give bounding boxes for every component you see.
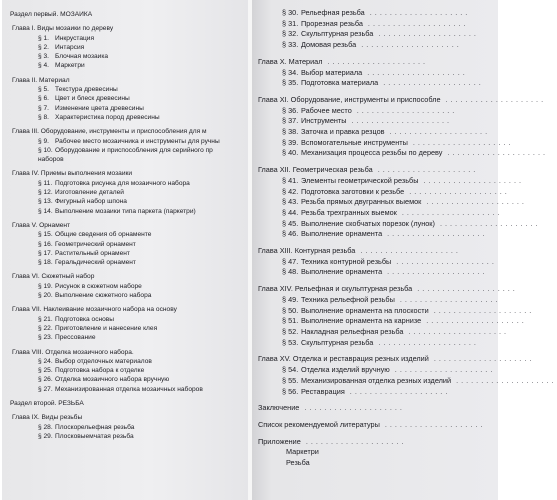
leader-dots: .................... bbox=[382, 267, 488, 277]
leader-dots: .................... bbox=[421, 197, 527, 207]
toc-entry bbox=[10, 324, 248, 333]
entry-title: Выполнение орнамента на карнизе bbox=[301, 316, 422, 326]
entry-title: Подготовка материала bbox=[301, 78, 379, 88]
entry-title: Глава VI. Сюжетный набор bbox=[12, 273, 95, 281]
toc-section-heading bbox=[258, 403, 498, 414]
paragraph-number: § 33. bbox=[282, 40, 299, 50]
paragraph-number: § 40. bbox=[282, 148, 299, 158]
paragraph-number: § 37. bbox=[282, 116, 299, 126]
toc-entry bbox=[10, 188, 248, 197]
toc-entry bbox=[10, 146, 248, 155]
toc-entry bbox=[258, 148, 548, 159]
paragraph-number: § 9. bbox=[38, 137, 49, 145]
entry-title: Глава VII. Наклеивание мозаичного набора на основу bbox=[12, 306, 177, 314]
paragraph-number: § 56. bbox=[282, 386, 299, 396]
toc-entry bbox=[258, 218, 541, 230]
entry-title: Глава VIII. Отделка мозаичного набора. bbox=[12, 348, 134, 356]
toc-chapter-heading bbox=[258, 165, 498, 176]
toc-chapter-heading bbox=[10, 127, 248, 136]
paragraph-number: § 5. bbox=[38, 86, 49, 94]
leader-dots: .................... bbox=[346, 116, 453, 126]
paragraph-number: § 24. bbox=[38, 357, 53, 365]
leader-dots: .................... bbox=[299, 403, 405, 413]
toc-entry bbox=[258, 197, 527, 208]
paragraph-number: § 53. bbox=[282, 337, 299, 347]
toc-entry bbox=[10, 43, 248, 52]
entry-title: Подготовка заготовки к резьбе bbox=[301, 186, 405, 196]
paragraph-number: § 20. bbox=[38, 292, 53, 300]
entry-title: Общие сведения об орнаменте bbox=[55, 231, 152, 239]
toc-entry bbox=[10, 366, 248, 375]
paragraph-number: § 28. bbox=[38, 423, 53, 431]
paragraph-number: § 29. bbox=[38, 432, 53, 440]
entry-title: наборов bbox=[38, 156, 64, 164]
toc-entry bbox=[10, 240, 248, 249]
paragraph-number: § 15. bbox=[38, 231, 53, 239]
paragraph-number: § 44. bbox=[282, 207, 299, 217]
toc-entry bbox=[258, 338, 498, 349]
entry-title: Выполнение мозаики типа паркета (паркетри) bbox=[55, 207, 196, 215]
toc-entry bbox=[258, 375, 557, 387]
entry-title: Техника контурной резьбы bbox=[301, 256, 392, 266]
paragraph-number: § 23. bbox=[38, 334, 53, 342]
paragraph-number: § 51. bbox=[282, 316, 299, 326]
entry-title: Геометрический орнамент bbox=[55, 240, 136, 248]
toc-entry bbox=[258, 40, 498, 51]
entry-title: Скульптурная резьба bbox=[301, 337, 374, 347]
entry-title: Реставрация bbox=[301, 386, 345, 396]
entry-title: Механизированная отделка резных изделий bbox=[301, 375, 452, 385]
entry-title: Домовая резьба bbox=[301, 40, 357, 50]
entry-title: Выполнение сюжетного набора bbox=[55, 292, 152, 300]
toc-entry bbox=[258, 294, 501, 306]
leader-dots: .................... bbox=[373, 29, 479, 39]
leader-dots: .................... bbox=[404, 186, 510, 196]
paragraph-number: § 26. bbox=[38, 376, 53, 384]
toc-chapter-heading bbox=[10, 76, 248, 85]
toc-chapter-heading bbox=[10, 305, 248, 314]
paragraph-number: § 31. bbox=[282, 18, 299, 28]
leader-dots: .................... bbox=[403, 326, 510, 336]
entry-title: Глава XII. Геометрическая резьба bbox=[258, 165, 373, 175]
toc-entry bbox=[10, 385, 248, 394]
toc-section-heading bbox=[10, 10, 248, 19]
paragraph-number: § 27. bbox=[38, 385, 53, 393]
leader-dots: .................... bbox=[389, 365, 496, 375]
paragraph-number: § 49. bbox=[282, 294, 299, 304]
entry-title: Приготовление и нанесение клея bbox=[55, 324, 158, 332]
toc-entry bbox=[258, 326, 510, 338]
entry-title: Геральдический орнамент bbox=[55, 259, 136, 267]
toc-entry bbox=[10, 258, 248, 267]
toc-chapter-heading bbox=[258, 246, 498, 257]
paragraph-number: § 25. bbox=[38, 367, 53, 375]
entry-title: Отделка изделий вручную bbox=[301, 365, 390, 375]
entry-title: Техника рельефной резьбы bbox=[301, 294, 395, 304]
entry-title: Блочная мозаика bbox=[55, 53, 109, 61]
toc-entry bbox=[258, 186, 510, 198]
paragraph-number: § 46. bbox=[282, 229, 299, 239]
toc-continuation-line bbox=[10, 155, 248, 164]
leader-dots: .................... bbox=[382, 229, 488, 239]
paragraph-number: § 32. bbox=[282, 29, 299, 39]
entry-title: Механизированная отделка мозаичных наборов bbox=[55, 385, 203, 393]
entry-title: Рабочее место bbox=[301, 105, 352, 115]
toc-section-heading bbox=[258, 420, 498, 431]
entry-title: Механизация процесса резьбы по дереву bbox=[301, 148, 443, 158]
toc-entry bbox=[10, 104, 248, 113]
paragraph-number: § 52. bbox=[282, 326, 299, 336]
paragraph-number: § 16. bbox=[38, 240, 53, 248]
toc-entry bbox=[258, 127, 498, 138]
entry-title: Список рекомендуемой литературы bbox=[258, 419, 380, 429]
toc-entry bbox=[258, 78, 498, 89]
leader-dots: .................... bbox=[300, 436, 407, 446]
toc-entry bbox=[10, 333, 248, 342]
paragraph-number: § 43. bbox=[282, 197, 299, 207]
toc-entry bbox=[258, 106, 498, 117]
paragraph-number: § 34. bbox=[282, 67, 299, 77]
paragraph-number: § 7. bbox=[38, 104, 49, 112]
toc-entry bbox=[258, 316, 527, 327]
toc-entry bbox=[258, 207, 503, 219]
paragraph-number: § 8. bbox=[38, 113, 49, 121]
leader-dots: .................... bbox=[378, 78, 484, 88]
toc-entry bbox=[10, 291, 248, 300]
leader-dots: .................... bbox=[384, 127, 491, 137]
toc-entry bbox=[10, 179, 248, 188]
entry-title: Глава XIII. Контурная резьба bbox=[258, 246, 356, 256]
toc-section-heading bbox=[10, 399, 248, 408]
leader-dots: .................... bbox=[351, 105, 458, 115]
leader-dots: .................... bbox=[440, 94, 547, 104]
entry-title: Глава I. Виды мозаики по дереву bbox=[12, 25, 114, 33]
entry-title: Выполнение орнамента на плоскости bbox=[301, 305, 429, 315]
toc-entry bbox=[258, 116, 498, 127]
entry-title: Подготовка рисунка для мозаичного набора bbox=[55, 179, 190, 187]
toc-entry bbox=[258, 29, 498, 40]
paragraph-number: § 4. bbox=[38, 62, 49, 70]
entry-title: Рабочее место мозаичника и инструменты для ручны bbox=[55, 137, 220, 145]
paragraph-number: § 18. bbox=[38, 259, 53, 267]
toc-entry bbox=[258, 8, 498, 19]
leader-dots: .................... bbox=[428, 354, 535, 364]
leader-dots: .................... bbox=[394, 294, 501, 304]
entry-title: Выбор отделочных материалов bbox=[55, 357, 152, 365]
entry-title: Глава IV. Приемы выполнения мозаики bbox=[12, 170, 133, 178]
toc-entry bbox=[10, 357, 248, 366]
leader-dots: .................... bbox=[356, 40, 462, 50]
entry-title: Элементы геометрической резьбы bbox=[301, 175, 419, 185]
leader-dots: .................... bbox=[412, 284, 518, 294]
toc-chapter-heading bbox=[10, 348, 248, 357]
toc-entry bbox=[258, 229, 498, 240]
leader-dots: .................... bbox=[362, 67, 468, 77]
entry-title: Цвет и блеск древесины bbox=[55, 95, 130, 103]
leader-dots: .................... bbox=[434, 218, 541, 228]
entry-title: Оборудование и приспособления для серийного пр bbox=[55, 146, 213, 154]
leader-dots: .................... bbox=[322, 56, 429, 66]
entry-title: Глава III. Оборудование, инструменты и приспособления для м bbox=[12, 128, 207, 136]
entry-title: Заключение bbox=[258, 403, 300, 413]
leader-dots: .................... bbox=[396, 207, 503, 217]
entry-title: Глава X. Материал bbox=[258, 56, 323, 66]
entry-title: Растительный орнамент bbox=[55, 249, 130, 257]
toc-entry bbox=[10, 34, 248, 43]
paragraph-number: § 47. bbox=[282, 256, 299, 266]
toc-entry bbox=[258, 137, 514, 149]
paragraph-number: § 39. bbox=[282, 137, 299, 147]
paragraph-number: § 50. bbox=[282, 305, 299, 315]
toc-entry bbox=[10, 207, 248, 216]
paragraph-number: § 13. bbox=[38, 198, 53, 206]
toc-entry bbox=[10, 137, 248, 146]
paragraph-number: § 38. bbox=[282, 127, 299, 137]
right-page bbox=[252, 0, 557, 500]
leader-dots: .................... bbox=[372, 165, 479, 175]
toc-chapter-heading bbox=[258, 57, 498, 68]
entry-title: Вспомогательные инструменты bbox=[301, 137, 408, 147]
left-page bbox=[2, 0, 248, 500]
toc-entry bbox=[10, 85, 248, 94]
toc-entry bbox=[10, 113, 248, 122]
toc-continuation-line bbox=[258, 458, 498, 469]
entry-title: Инструменты bbox=[301, 116, 347, 126]
leader-dots: .................... bbox=[451, 375, 557, 385]
leader-dots: .................... bbox=[344, 386, 451, 396]
toc-entry bbox=[10, 432, 248, 441]
toc-entry bbox=[258, 305, 535, 317]
toc-entry bbox=[10, 61, 248, 70]
entry-title: Текстура древесины bbox=[55, 86, 118, 94]
toc-entry bbox=[10, 375, 248, 384]
toc-chapter-heading bbox=[10, 413, 248, 422]
leader-dots: .................... bbox=[379, 419, 486, 429]
toc-chapter-heading bbox=[258, 284, 518, 295]
entry-title: Скульптурная резьба bbox=[301, 29, 374, 39]
leader-dots: .................... bbox=[428, 305, 535, 315]
toc-entry bbox=[10, 282, 248, 291]
entry-title: Раздел второй. РЕЗЬБА bbox=[10, 399, 84, 407]
toc-entry bbox=[10, 52, 248, 61]
paragraph-number: § 12. bbox=[38, 189, 53, 197]
entry-title: Резьба прямых двугранных выемок bbox=[301, 197, 422, 207]
paragraph-number: § 48. bbox=[282, 267, 299, 277]
entry-title: Глава XIV. Рельефная и скульптурная резьба bbox=[258, 284, 413, 294]
entry-title: Подготовка набора к отделке bbox=[55, 367, 145, 375]
entry-title: Выполнение орнамента bbox=[301, 229, 383, 239]
toc-entry bbox=[258, 365, 498, 376]
toc-entry bbox=[10, 423, 248, 432]
paragraph-number: § 21. bbox=[38, 315, 53, 323]
entry-title: Характеристика пород древесины bbox=[55, 113, 160, 121]
entry-title: Выполнение скобчатых порезок (лунок) bbox=[301, 218, 435, 228]
entry-title: Подготовка основы bbox=[55, 315, 115, 323]
paragraph-number: § 6. bbox=[38, 95, 49, 103]
entry-title: Интарсия bbox=[55, 43, 85, 51]
leader-dots: .................... bbox=[418, 175, 525, 185]
entry-title: Изготовление деталей bbox=[55, 189, 124, 197]
leader-dots: .................... bbox=[362, 18, 469, 28]
toc-entry bbox=[10, 94, 248, 103]
paragraph-number: § 19. bbox=[38, 282, 53, 290]
toc-entry bbox=[258, 175, 525, 187]
entry-title: Заточка и правка резцов bbox=[301, 127, 385, 137]
paragraph-number: § 36. bbox=[282, 105, 299, 115]
entry-title: Прорезная резьба bbox=[301, 18, 363, 28]
toc-chapter-heading bbox=[10, 24, 248, 33]
toc-entry bbox=[10, 230, 248, 239]
paragraph-number: § 22. bbox=[38, 324, 53, 332]
entry-title: Инкрустация bbox=[55, 34, 95, 42]
toc-entry bbox=[258, 19, 498, 30]
toc-entry bbox=[10, 197, 248, 206]
paragraph-number: § 2. bbox=[38, 43, 49, 51]
paragraph-number: § 42. bbox=[282, 186, 299, 196]
paragraph-number: § 41. bbox=[282, 175, 299, 185]
paragraph-number: § 30. bbox=[282, 8, 299, 17]
entry-title: Плосковыемчатая резьба bbox=[55, 432, 134, 440]
toc-entry bbox=[10, 315, 248, 324]
leader-dots: .................... bbox=[421, 316, 527, 326]
entry-title: Маркетри bbox=[55, 62, 85, 70]
entry-title: Глава IX. Виды резьбы bbox=[12, 414, 83, 422]
paragraph-number: § 11. bbox=[38, 179, 53, 187]
entry-title: Рисунок в сюжетном наборе bbox=[55, 282, 142, 290]
toc-chapter-heading bbox=[258, 354, 535, 365]
paragraph-number: § 55. bbox=[282, 375, 299, 385]
entry-title: Выполнение орнамента bbox=[301, 267, 383, 277]
leader-dots: .................... bbox=[373, 337, 479, 347]
paragraph-number: § 35. bbox=[282, 78, 299, 88]
entry-title: Фигурный набор шпона bbox=[55, 198, 127, 206]
entry-title: Приложение bbox=[258, 436, 301, 446]
toc-continuation-line bbox=[258, 447, 498, 458]
entry-title: Отделка мозаичного набора вручную bbox=[55, 376, 170, 384]
leader-dots: .................... bbox=[391, 256, 497, 266]
entry-title: Плоскорельефная резьба bbox=[55, 423, 135, 431]
entry-title: Изменение цвета древесины bbox=[55, 104, 144, 112]
leader-dots: .................... bbox=[355, 246, 461, 256]
leader-dots: .................... bbox=[442, 148, 548, 158]
toc-entry bbox=[258, 387, 498, 398]
toc-chapter-heading bbox=[10, 221, 248, 230]
entry-title: Резьба bbox=[286, 458, 310, 468]
entry-title: Глава II. Материал bbox=[12, 76, 70, 84]
entry-title: Маркетри bbox=[286, 447, 319, 457]
entry-title: Накладная рельефная резьба bbox=[301, 326, 404, 336]
entry-title: Глава XV. Отделка и реставрация резных изделий bbox=[258, 354, 429, 364]
leader-dots: .................... bbox=[407, 137, 514, 147]
paragraph-number: § 17. bbox=[38, 249, 53, 257]
toc-chapter-heading bbox=[10, 169, 248, 178]
toc-entry bbox=[10, 249, 248, 258]
toc-entry bbox=[258, 267, 498, 278]
leader-dots: .................... bbox=[364, 8, 471, 17]
paragraph-number: § 14. bbox=[38, 207, 53, 215]
toc-entry bbox=[258, 257, 498, 268]
entry-title: Прессование bbox=[55, 334, 96, 342]
paragraph-number: § 54. bbox=[282, 365, 299, 375]
entry-title: Раздел первый. МОЗАИКА bbox=[10, 11, 93, 18]
entry-title: Глава XI. Оборудование, инструменты и приспособле bbox=[258, 94, 441, 104]
toc-chapter-heading bbox=[10, 272, 248, 281]
entry-title: Рельефная резьба bbox=[301, 8, 365, 17]
entry-title: Резьба трехгранных выемок bbox=[301, 207, 397, 217]
toc-section-heading bbox=[258, 437, 498, 448]
paragraph-number: § 45. bbox=[282, 218, 299, 228]
paragraph-number: § 10. bbox=[38, 146, 53, 154]
paragraph-number: § 3. bbox=[38, 53, 49, 61]
toc-chapter-heading bbox=[258, 94, 547, 106]
entry-title: Глава V. Орнамент bbox=[12, 221, 71, 229]
toc-entry bbox=[258, 68, 498, 79]
entry-title: Выбор материала bbox=[301, 67, 363, 77]
paragraph-number: § 1. bbox=[38, 34, 49, 42]
